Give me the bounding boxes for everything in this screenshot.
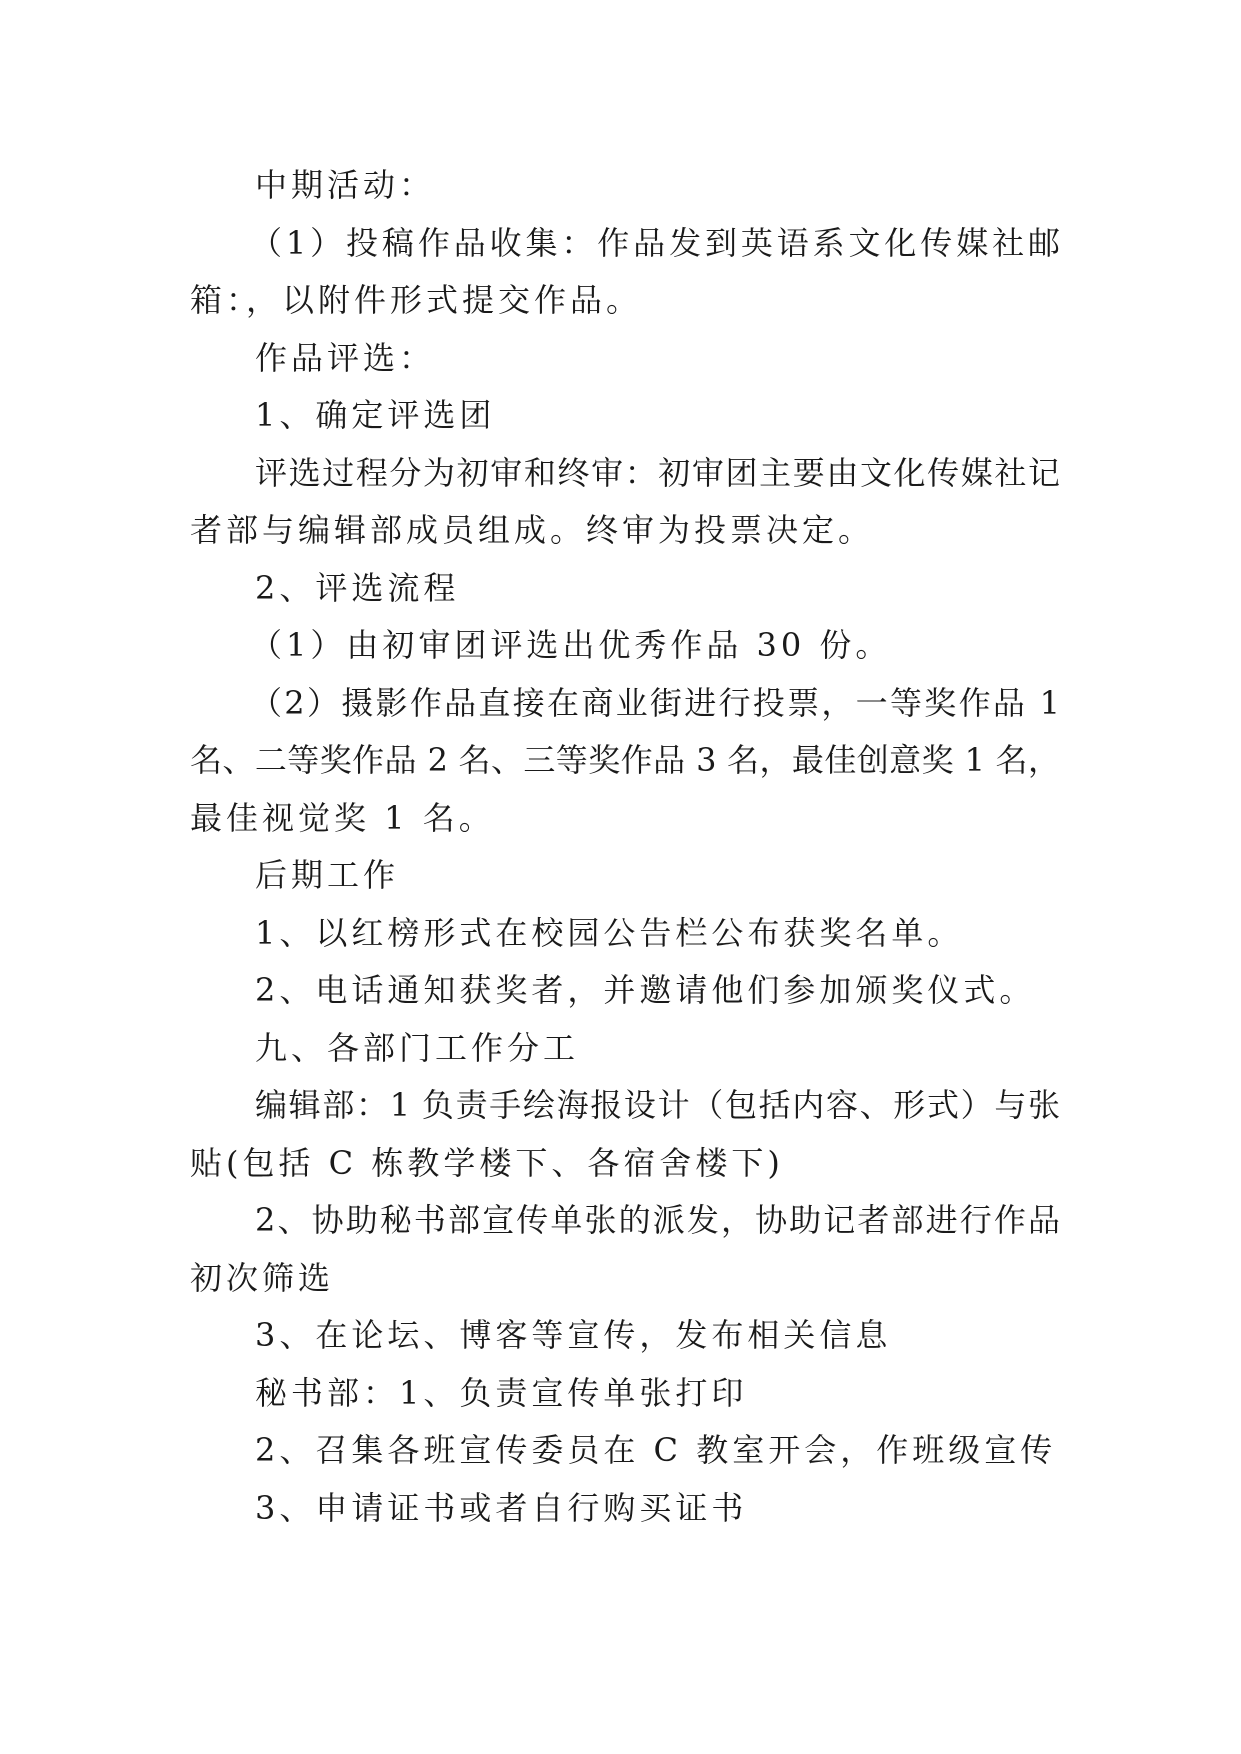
- list-item: （1）由初审团评选出优秀作品 30 份。: [250, 626, 892, 664]
- paragraph-line: 者部与编辑部成员组成。终审为投票决定。: [190, 511, 875, 549]
- paragraph-line: 箱：，以附件形式提交作品。: [190, 281, 643, 319]
- paragraph-line: 初次筛选: [190, 1259, 335, 1297]
- list-item: 2、召集各班宣传委员在 C 教室开会，作班级宣传: [255, 1431, 1057, 1469]
- paragraph-line: （1）投稿作品收集：作品发到英语系文化传媒社邮: [250, 224, 1060, 262]
- paragraph-line: 编辑部：1 负责手绘海报设计（包括内容、形式）与张: [255, 1086, 1060, 1124]
- paragraph-line: 名、二等奖作品 2 名、三等奖作品 3 名，最佳创意奖 1 名，: [190, 741, 1060, 779]
- list-item: 秘书部：1、负责宣传单张打印: [255, 1374, 748, 1412]
- paragraph-line: 贴(包括 C 栋教学楼下、各宿舍楼下): [190, 1144, 784, 1182]
- list-item: 3、在论坛、博客等宣传，发布相关信息: [255, 1316, 892, 1354]
- list-item: 1、以红榜形式在校园公告栏公布获奖名单。: [255, 914, 964, 952]
- paragraph-line: 评选过程分为初审和终审：初审团主要由文化传媒社记: [255, 454, 1060, 492]
- heading-work-selection: 作品评选：: [255, 339, 436, 377]
- list-item: 2、电话通知获奖者，并邀请他们参加颁奖仪式。: [255, 971, 1036, 1009]
- heading-post-work: 后期工作: [255, 856, 400, 894]
- paragraph-line: 最佳视觉奖 1 名。: [190, 799, 495, 837]
- heading-mid-activity: 中期活动：: [255, 166, 436, 204]
- paragraph-line: （2）摄影作品直接在商业街进行投票，一等奖作品 1: [250, 684, 1060, 722]
- paragraph-line: 2、协助秘书部宣传单张的派发，协助记者部进行作品: [255, 1201, 1060, 1239]
- heading-department-division: 九、各部门工作分工: [255, 1029, 580, 1067]
- list-item: 3、申请证书或者自行购买证书: [255, 1489, 748, 1527]
- list-item: 2、评选流程: [255, 569, 460, 607]
- list-item: 1、确定评选团: [255, 396, 496, 434]
